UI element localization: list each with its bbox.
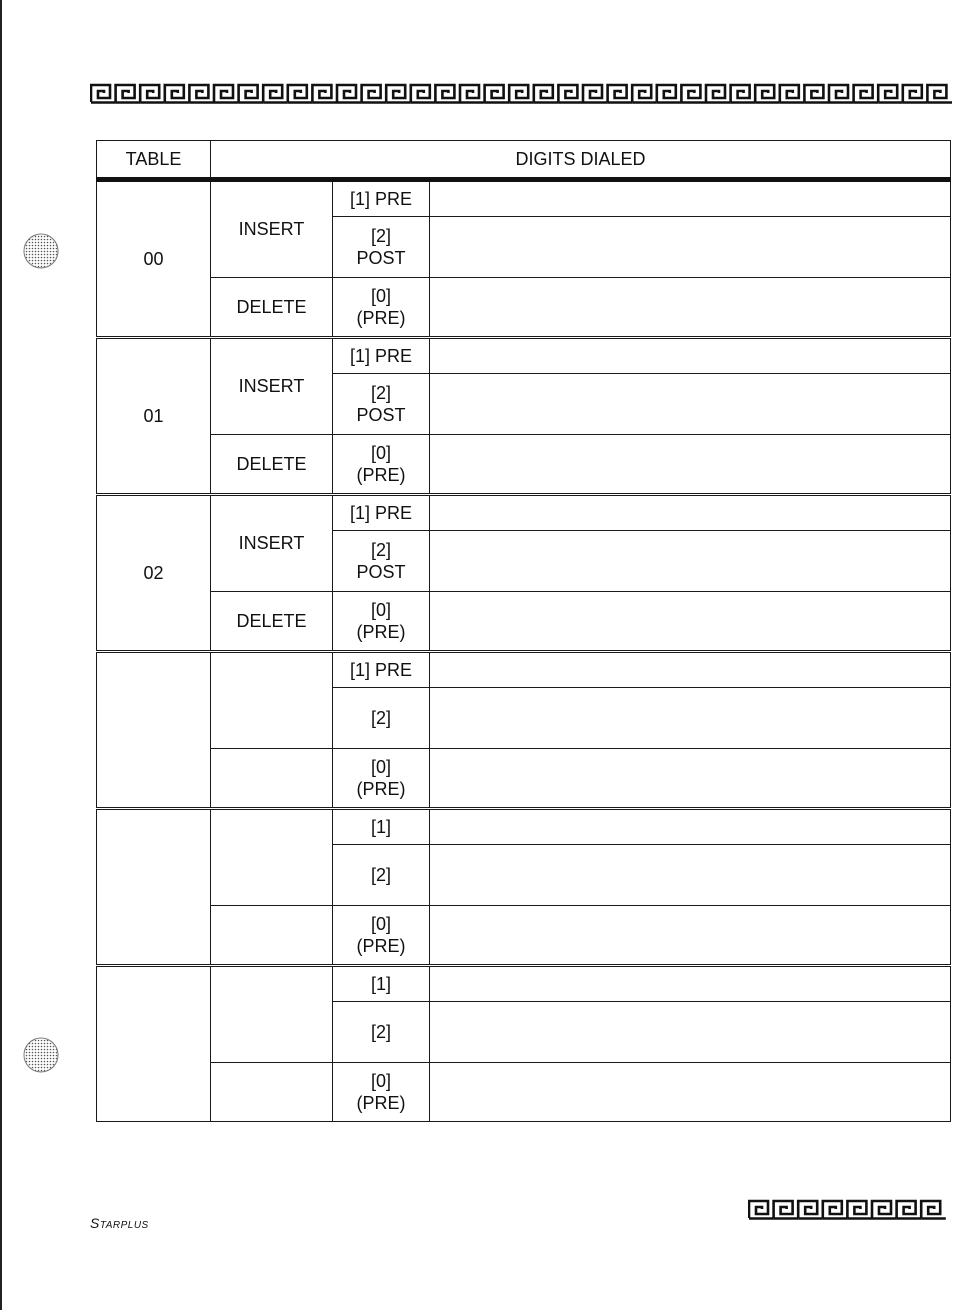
digit-modification-table xyxy=(96,140,951,1122)
delete-qualifier: (PRE) xyxy=(356,936,406,956)
delete-qualifier: (PRE) xyxy=(356,465,406,485)
digits-entry-field[interactable] xyxy=(430,1063,951,1122)
table-group xyxy=(97,652,951,809)
greek-key-motif xyxy=(854,85,873,102)
greek-key-motif xyxy=(288,85,307,102)
post-label: POST xyxy=(356,562,406,582)
greek-key-motif xyxy=(460,85,479,102)
table-number: 01 xyxy=(97,338,211,495)
delete-qualifier: (PRE) xyxy=(356,308,406,328)
greek-key-motif xyxy=(829,85,848,102)
post-code: [2] xyxy=(370,864,391,885)
post-position xyxy=(333,374,430,435)
digits-entry-field[interactable] xyxy=(430,278,951,338)
greek-key-motif xyxy=(731,85,750,102)
greek-key-motif xyxy=(239,85,258,102)
header-table: TABLE xyxy=(97,141,211,180)
footer-brand: Starplus xyxy=(90,1215,149,1231)
post-code: [2] xyxy=(370,225,391,246)
post-label: POST xyxy=(356,405,406,425)
table-number: 00 xyxy=(97,180,211,338)
greek-key-motif xyxy=(657,85,676,102)
table-number: 02 xyxy=(97,495,211,652)
greek-key-motif xyxy=(583,85,602,102)
digits-entry-field[interactable] xyxy=(430,845,951,906)
insert-label: INSERT xyxy=(211,338,333,435)
greek-key-motif xyxy=(823,1201,842,1218)
delete-label xyxy=(211,749,333,809)
greek-key-motif xyxy=(927,85,946,102)
delete-position xyxy=(333,1063,430,1122)
table-group xyxy=(97,338,951,495)
greek-key-motif xyxy=(485,85,504,102)
greek-key-motif xyxy=(140,85,159,102)
delete-code: [0] xyxy=(370,913,391,934)
insert-label xyxy=(211,652,333,749)
post-code: [2] xyxy=(370,539,391,560)
greek-key-motif xyxy=(534,85,553,102)
post-code: [2] xyxy=(370,1021,391,1042)
pre-position: [1] PRE xyxy=(333,338,430,374)
table-number[interactable] xyxy=(97,652,211,809)
greek-key-border-bottom-icon xyxy=(748,1198,960,1220)
delete-label: DELETE xyxy=(211,435,333,495)
greek-key-motif xyxy=(798,1201,817,1218)
insert-label: INSERT xyxy=(211,495,333,592)
digits-entry-field[interactable] xyxy=(430,966,951,1002)
delete-label: DELETE xyxy=(211,592,333,652)
greek-key-motif xyxy=(214,85,233,102)
delete-position xyxy=(333,278,430,338)
post-label: POST xyxy=(356,248,406,268)
greek-key-motif xyxy=(804,85,823,102)
digits-entry-field[interactable] xyxy=(430,749,951,809)
greek-key-motif xyxy=(337,85,356,102)
digits-entry-field[interactable] xyxy=(430,531,951,592)
pre-position: [1] PRE xyxy=(333,652,430,688)
greek-key-motif xyxy=(903,85,922,102)
delete-qualifier: (PRE) xyxy=(356,622,406,642)
digits-entry-field[interactable] xyxy=(430,374,951,435)
greek-key-motif xyxy=(847,1201,866,1218)
greek-key-motif xyxy=(706,85,725,102)
digits-entry-field[interactable] xyxy=(430,809,951,845)
greek-key-motif xyxy=(897,1201,916,1218)
header-digits-dialed: DIGITS DIALED xyxy=(211,141,951,180)
digits-entry-field[interactable] xyxy=(430,338,951,374)
digits-entry-field[interactable] xyxy=(430,180,951,217)
digits-entry-field[interactable] xyxy=(430,688,951,749)
greek-key-motif xyxy=(774,1201,793,1218)
delete-position xyxy=(333,749,430,809)
table-number[interactable] xyxy=(97,809,211,966)
pre-position: [1] PRE xyxy=(333,180,430,217)
table-group xyxy=(97,809,951,966)
punch-hole-icon xyxy=(22,232,60,270)
table-group xyxy=(97,966,951,1122)
delete-label xyxy=(211,1063,333,1122)
delete-code: [0] xyxy=(370,756,391,777)
post-code: [2] xyxy=(370,382,391,403)
delete-qualifier: (PRE) xyxy=(356,1093,406,1113)
greek-key-motif xyxy=(116,85,135,102)
greek-key-border-top-icon xyxy=(90,82,956,104)
greek-key-motif xyxy=(91,85,110,102)
greek-key-motif xyxy=(558,85,577,102)
greek-key-motif xyxy=(435,85,454,102)
delete-label: DELETE xyxy=(211,278,333,338)
digits-entry-field[interactable] xyxy=(430,652,951,688)
insert-label xyxy=(211,966,333,1063)
post-position xyxy=(333,217,430,278)
post-position xyxy=(333,531,430,592)
greek-key-motif xyxy=(362,85,381,102)
greek-key-motif xyxy=(386,85,405,102)
greek-key-motif xyxy=(755,85,774,102)
greek-key-motif xyxy=(165,85,184,102)
greek-key-motif xyxy=(878,85,897,102)
greek-key-motif xyxy=(509,85,528,102)
greek-key-motif xyxy=(608,85,627,102)
greek-key-motif xyxy=(263,85,282,102)
delete-qualifier: (PRE) xyxy=(356,779,406,799)
table-group xyxy=(97,495,951,652)
pre-position: [1] xyxy=(333,809,430,845)
digits-entry-field[interactable] xyxy=(430,906,951,966)
table-header-row xyxy=(97,141,951,180)
delete-position xyxy=(333,592,430,652)
greek-key-motif xyxy=(749,1201,768,1218)
page-left-edge xyxy=(0,0,2,1310)
delete-code: [0] xyxy=(370,442,391,463)
delete-position xyxy=(333,906,430,966)
punch-hole-icon xyxy=(22,1036,60,1074)
table-group xyxy=(97,180,951,338)
digits-entry-field[interactable] xyxy=(430,435,951,495)
table-number[interactable] xyxy=(97,966,211,1122)
pre-position: [1] xyxy=(333,966,430,1002)
delete-code: [0] xyxy=(370,1070,391,1091)
post-position xyxy=(333,845,430,906)
pre-position: [1] PRE xyxy=(333,495,430,531)
digits-entry-field[interactable] xyxy=(430,592,951,652)
insert-label xyxy=(211,809,333,906)
greek-key-motif xyxy=(872,1201,891,1218)
delete-code: [0] xyxy=(370,285,391,306)
greek-key-motif xyxy=(189,85,208,102)
delete-code: [0] xyxy=(370,599,391,620)
post-position xyxy=(333,1002,430,1063)
greek-key-motif xyxy=(681,85,700,102)
greek-key-motif xyxy=(632,85,651,102)
digits-entry-field[interactable] xyxy=(430,495,951,531)
greek-key-motif xyxy=(411,85,430,102)
digits-entry-field[interactable] xyxy=(430,217,951,278)
greek-key-motif xyxy=(921,1201,940,1218)
greek-key-motif xyxy=(312,85,331,102)
greek-key-motif xyxy=(780,85,799,102)
delete-label xyxy=(211,906,333,966)
post-code: [2] xyxy=(370,707,391,728)
post-position xyxy=(333,688,430,749)
delete-position xyxy=(333,435,430,495)
digits-entry-field[interactable] xyxy=(430,1002,951,1063)
insert-label: INSERT xyxy=(211,180,333,278)
